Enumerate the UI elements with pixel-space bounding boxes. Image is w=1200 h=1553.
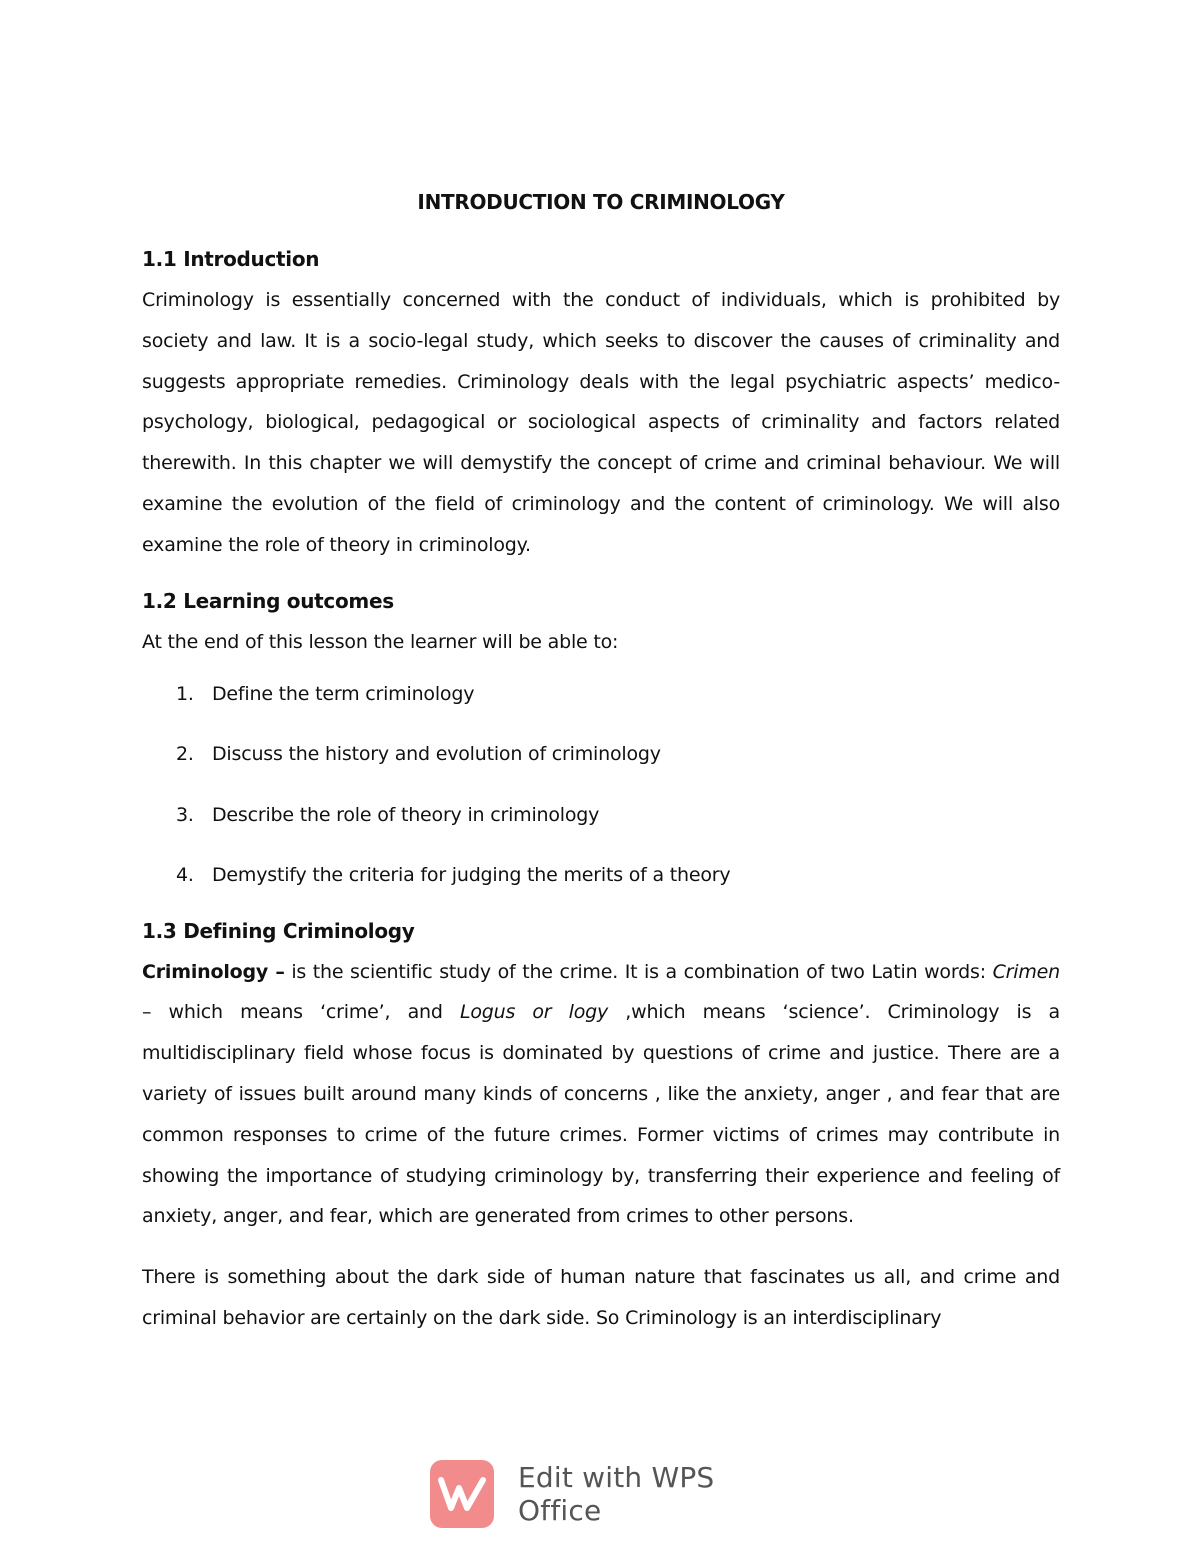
list-item-text: Discuss the history and evolution of criminology [212,743,661,766]
wps-w-glyph-icon [437,1474,487,1514]
latin-word-crimen: Crimen [992,960,1060,983]
section-heading-learning-outcomes: 1.2 Learning outcomes [142,588,394,613]
learning-outcomes-intro: At the end of this lesson the learner will be able to: [142,630,619,653]
list-item [142,855,1060,895]
introduction-paragraph: Criminology is essentially concerned with the conduct of individuals, which is prohibited by society and law. It is a socio-legal study, which seeks to discover the causes of criminality and suggests appropriate remedies. Criminology deals with the legal psychiatric aspects’ medico-psychology, biological, pedagogical or sociological aspects of criminality and factors related therewith. In this chapter we will demystify the concept of crime and criminal behaviour. We will examine the evolution of the field of criminology and the content of criminology. We will also examine the role of theory in criminology. [142,289,1060,556]
definition-text-part1: is the scientific study of the crime. It is a combination of two Latin words: [284,960,993,983]
list-item-text: Describe the role of theory in criminology [212,803,600,826]
list-item-number: 2. [176,743,194,766]
latin-word-logus: Logus or logy [459,1001,609,1024]
definition-text-part2: – which means ‘crime’, and [142,1001,460,1024]
list-item-text: Demystify the criteria for judging the merits of a theory [212,864,731,887]
list-item [142,795,1060,835]
list-item [142,734,1060,774]
defining-criminology-paragraph [142,952,1060,1238]
document-title: INTRODUCTION TO CRIMINOLOGY [417,190,785,214]
section-heading-introduction: 1.1 Introduction [142,247,320,271]
section-heading-defining-criminology: 1.3 Defining Criminology [142,918,415,943]
list-item-text: Define the term criminology [212,682,475,705]
list-item-number: 1. [176,682,194,705]
definition-text-part3: ,which means ‘science’. Criminology is a multidisciplinary field whose focus is dominated by questions of crime and justice. There are a variety of issues built around many kinds of concerns , like the anxiety, anger , and fear that are common responses to crime of the future crimes. Former victims of crimes may contribute in showing the importance of studying criminology by, transferring their experience and feeling of anxiety, anger, and fear, which are generated from crimes to other persons. [142,1001,1060,1228]
defined-term: Criminology – [142,960,285,983]
wps-edit-badge[interactable] [430,1458,790,1530]
wps-logo-icon [430,1460,494,1528]
wps-edit-label: Edit with WPS Office [518,1461,715,1527]
dark-side-paragraph: There is something about the dark side of human nature that fascinates us all, and crime and criminal behavior are certainly on the dark side. So Criminology is an interdisciplinary [142,1266,1060,1329]
document-content [142,186,1060,1339]
list-item-number: 4. [176,864,194,887]
list-item-number: 3. [176,803,194,826]
list-item [142,674,1060,714]
learning-outcomes-list [142,674,1060,896]
